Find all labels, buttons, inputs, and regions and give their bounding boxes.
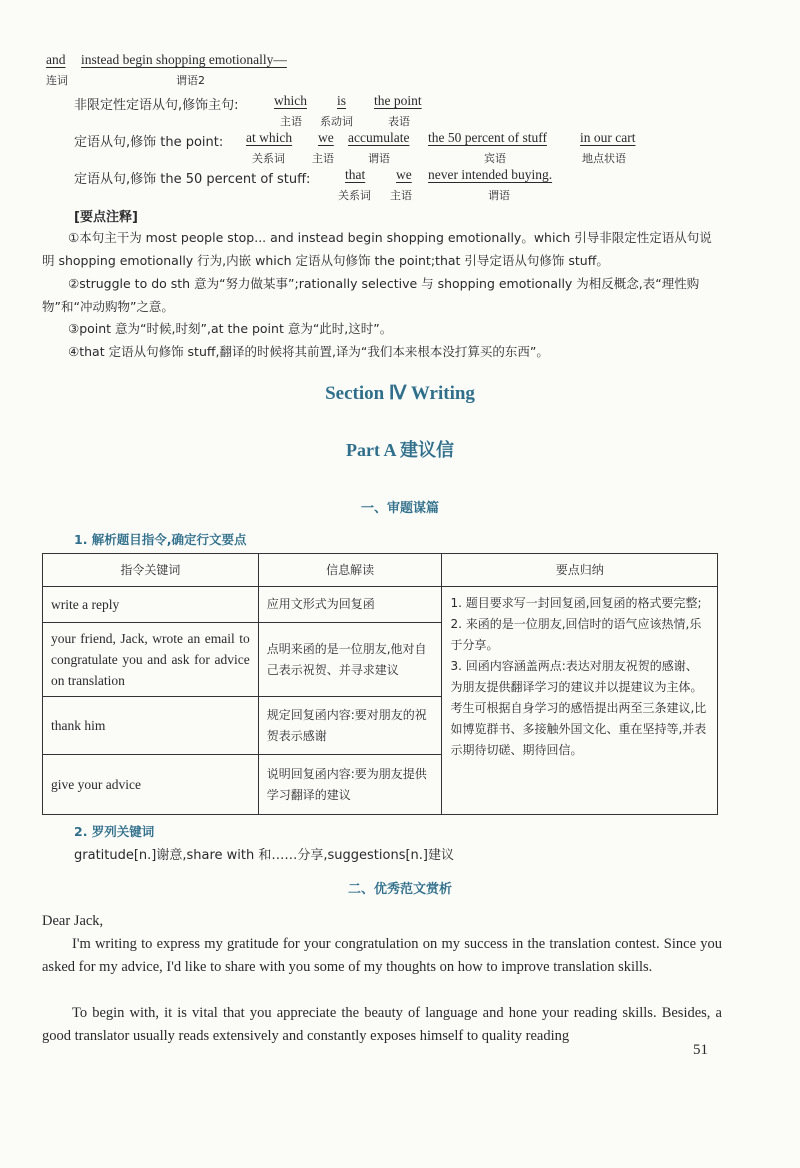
note-4: ④that 定语从句修饰 stuff,翻译的时候将其前置,译为“我们本来根本没打算买的东西”。	[68, 344, 549, 359]
word-and: and	[46, 52, 66, 67]
role-we: 主语	[312, 152, 334, 165]
phrase-never: never intended buying.	[428, 167, 553, 182]
subsection-2: 二、优秀范文赏析	[347, 882, 452, 897]
note-2: ②struggle to do sth 意为“努力做某事”;rationally selective 与 shopping emotionally 为相反概念,表“理性购物”和“冲动购物”之意。	[42, 276, 700, 314]
role-fifty: 宾语	[484, 152, 506, 165]
note-3: ③point 意为“时候,时刻”,at the point 意为“此时,这时”。	[68, 321, 393, 336]
phrase-fifty: the 50 percent of stuff	[428, 130, 547, 145]
role-cart: 地点状语	[582, 152, 626, 165]
summary-1: 1. 题目要求写一封回复函,回复函的格式要完整;	[450, 596, 702, 610]
table-header-keyword: 指令关键词	[43, 554, 259, 587]
subsection-1: 一、审题谋篇	[360, 501, 439, 516]
notes-title: [要点注释]	[74, 210, 138, 225]
role-instead: 谓语2	[176, 74, 205, 87]
word-that: that	[345, 167, 366, 182]
table-summary-cell	[442, 587, 718, 815]
row2-label: 非限定性定语从句,修饰主句:	[74, 98, 239, 113]
word-which: which	[274, 93, 307, 108]
table-cell-i4: 说明回复函内容:要为朋友提供学习翻译的建议	[258, 755, 442, 815]
note-1: ①本句主干为 most people stop... and instead begin shopping emotionally。which 引导非限定性定语从句说明 shopping emotionally 行为,内嵌 which 定语从句修饰 the point;that 引导定语从句修饰 stuff。	[42, 230, 712, 268]
row3-label: 定语从句,修饰 the point:	[74, 135, 224, 150]
role-is: 系动词	[320, 115, 353, 128]
role-accumulate: 谓语	[368, 152, 390, 165]
summary-2: 2. 来函的是一位朋友,回信时的语气应该热情,乐于分享。	[450, 617, 702, 652]
table-cell-k3: thank him	[43, 697, 259, 755]
word-is: is	[337, 93, 347, 108]
step-2: 2. 罗列关键词	[74, 824, 155, 839]
summary-3: 3. 回函内容涵盖两点:表达对朋友祝贺的感谢、为朋友提供翻译学习的建议并以提建议为主体。考生可根据自身学习的感悟提出两至三条建议,比如博览群书、多接触外国文化、重在坚持等,并表示期待切磋、期待回信。	[450, 659, 707, 757]
essay-greeting: Dear Jack,	[42, 913, 104, 929]
page-number: 51	[693, 1042, 708, 1058]
role-that: 关系词	[338, 189, 371, 202]
word-we-2: we	[396, 167, 412, 182]
table-header-interpret: 信息解读	[258, 554, 442, 587]
table-cell-k4: give your advice	[43, 755, 259, 815]
essay-paragraph-1: I'm writing to express my gratitude for your congratulation on my success in the translation contest. Since you asked for my advice, I'd like to share with you some of my thoughts on how to improve translation skills.	[42, 936, 722, 975]
role-never: 谓语	[488, 189, 510, 202]
role-and: 连词	[46, 74, 68, 87]
step-1: 1. 解析题目指令,确定行文要点	[74, 532, 247, 547]
word-we: we	[318, 130, 334, 145]
keywords: gratitude[n.]谢意,share with 和……分享,suggestions[n.]建议	[74, 848, 454, 863]
role-we-2: 主语	[390, 189, 412, 202]
word-accumulate: accumulate	[348, 130, 410, 145]
table-cell-i1: 应用文形式为回复函	[258, 587, 442, 623]
row4-label: 定语从句,修饰 the 50 percent of stuff:	[74, 172, 311, 187]
word-thepoint: the point	[374, 93, 422, 108]
essay-paragraph-2: To begin with, it is vital that you appreciate the beauty of language and hone your reading skills. Besides, a good translator usually reads extensively and constantly exposes himself to quality reading	[42, 1005, 722, 1044]
table-cell-k1: write a reply	[43, 587, 259, 623]
table-header-summary: 要点归纳	[442, 554, 718, 587]
phrase-cart: in our cart	[580, 130, 636, 145]
table-cell-i3: 规定回复函内容:要对朋友的祝贺表示感谢	[258, 697, 442, 755]
part-title: Part A 建议信	[346, 440, 454, 460]
table-cell-i2: 点明来函的是一位朋友,他对自己表示祝贺、并寻求建议	[258, 623, 442, 697]
section-title: Section Ⅳ Writing	[325, 383, 475, 404]
analysis-table	[42, 553, 718, 815]
phrase-instead: instead begin shopping emotionally—	[81, 52, 287, 67]
role-thepoint: 表语	[388, 115, 410, 128]
word-atwhich: at which	[246, 130, 293, 145]
table-cell-k2: your friend, Jack, wrote an email to congratulate you and ask for advice on translation	[43, 623, 259, 697]
role-which: 主语	[280, 115, 302, 128]
role-atwhich: 关系词	[252, 152, 285, 165]
